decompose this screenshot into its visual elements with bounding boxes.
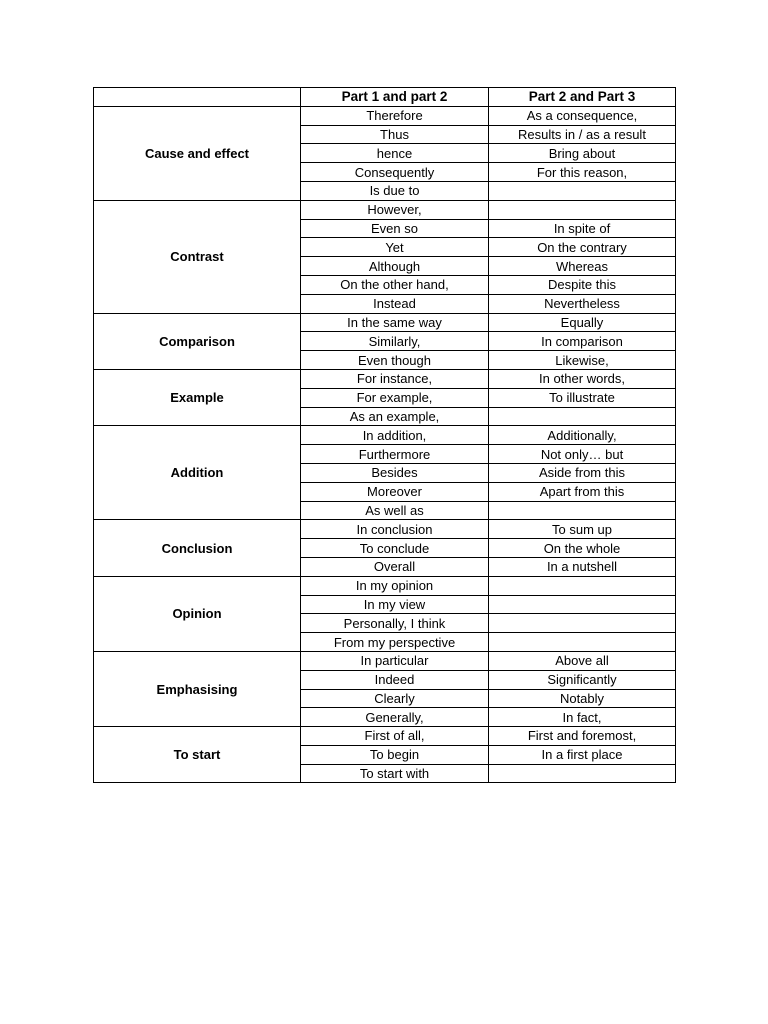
part-2-3-cell: On the whole (489, 539, 676, 558)
part-2-3-cell: For this reason, (489, 163, 676, 182)
part-2-3-cell (489, 181, 676, 200)
part-2-3-cell: In comparison (489, 332, 676, 351)
category-cell: Comparison (94, 313, 301, 369)
part-2-3-cell: In spite of (489, 219, 676, 238)
part-2-3-cell (489, 595, 676, 614)
part-2-3-cell: Aside from this (489, 463, 676, 482)
part-1-2-cell: Personally, I think (301, 614, 489, 633)
part-1-2-cell: Moreover (301, 482, 489, 501)
part-2-3-cell: In other words, (489, 369, 676, 388)
part-1-2-cell: Overall (301, 557, 489, 576)
part-1-2-cell: In conclusion (301, 520, 489, 539)
part-1-2-cell: As an example, (301, 407, 489, 426)
part-2-3-cell (489, 200, 676, 219)
table-header-row (94, 88, 676, 107)
part-2-3-cell (489, 764, 676, 783)
part-2-3-cell: Additionally, (489, 426, 676, 445)
part-2-3-cell: Apart from this (489, 482, 676, 501)
table-row (94, 313, 676, 332)
part-2-3-cell: Above all (489, 651, 676, 670)
category-cell: Example (94, 369, 301, 425)
table-row (94, 576, 676, 595)
part-1-2-cell: Is due to (301, 181, 489, 200)
category-cell: Contrast (94, 200, 301, 313)
part-1-2-cell: Besides (301, 463, 489, 482)
part-1-2-cell: In particular (301, 651, 489, 670)
part-1-2-cell: Generally, (301, 708, 489, 727)
category-cell: Opinion (94, 576, 301, 651)
category-cell: Cause and effect (94, 106, 301, 200)
part-1-2-cell: To conclude (301, 539, 489, 558)
part-1-2-cell: In the same way (301, 313, 489, 332)
part-2-3-cell (489, 614, 676, 633)
part-2-3-cell: To illustrate (489, 388, 676, 407)
header-part-2-3: Part 2 and Part 3 (489, 88, 676, 107)
part-2-3-cell: In a nutshell (489, 557, 676, 576)
part-1-2-cell: For instance, (301, 369, 489, 388)
part-1-2-cell: Thus (301, 125, 489, 144)
part-2-3-cell: In fact, (489, 708, 676, 727)
table-row (94, 200, 676, 219)
part-1-2-cell: Consequently (301, 163, 489, 182)
part-1-2-cell: However, (301, 200, 489, 219)
part-2-3-cell: To sum up (489, 520, 676, 539)
header-part-1-2: Part 1 and part 2 (301, 88, 489, 107)
part-1-2-cell: Indeed (301, 670, 489, 689)
part-2-3-cell (489, 407, 676, 426)
part-1-2-cell: Yet (301, 238, 489, 257)
part-1-2-cell: hence (301, 144, 489, 163)
part-2-3-cell: Results in / as a result (489, 125, 676, 144)
category-cell: Conclusion (94, 520, 301, 576)
part-1-2-cell: Therefore (301, 106, 489, 125)
part-1-2-cell: Although (301, 257, 489, 276)
category-cell: To start (94, 727, 301, 783)
part-2-3-cell: On the contrary (489, 238, 676, 257)
part-1-2-cell: Even so (301, 219, 489, 238)
part-2-3-cell: Notably (489, 689, 676, 708)
table-row (94, 651, 676, 670)
part-1-2-cell: From my perspective (301, 633, 489, 652)
part-1-2-cell: For example, (301, 388, 489, 407)
part-2-3-cell: Nevertheless (489, 294, 676, 313)
table-body (94, 106, 676, 783)
part-2-3-cell: Bring about (489, 144, 676, 163)
table-row (94, 426, 676, 445)
part-1-2-cell: In addition, (301, 426, 489, 445)
part-1-2-cell: Similarly, (301, 332, 489, 351)
part-2-3-cell (489, 576, 676, 595)
category-cell: Emphasising (94, 651, 301, 726)
part-1-2-cell: Instead (301, 294, 489, 313)
part-1-2-cell: Even though (301, 351, 489, 370)
part-1-2-cell: Furthermore (301, 445, 489, 464)
part-1-2-cell: To begin (301, 745, 489, 764)
table-row (94, 520, 676, 539)
part-2-3-cell (489, 501, 676, 520)
part-2-3-cell: Whereas (489, 257, 676, 276)
table-row (94, 727, 676, 746)
table-row (94, 369, 676, 388)
part-2-3-cell: As a consequence, (489, 106, 676, 125)
part-2-3-cell: Despite this (489, 275, 676, 294)
header-category (94, 88, 301, 107)
part-1-2-cell: On the other hand, (301, 275, 489, 294)
part-1-2-cell: As well as (301, 501, 489, 520)
part-2-3-cell: Not only… but (489, 445, 676, 464)
part-1-2-cell: In my view (301, 595, 489, 614)
part-2-3-cell: Significantly (489, 670, 676, 689)
category-cell: Addition (94, 426, 301, 520)
part-1-2-cell: Clearly (301, 689, 489, 708)
part-1-2-cell: To start with (301, 764, 489, 783)
table-row (94, 106, 676, 125)
linking-words-table (93, 87, 676, 783)
part-2-3-cell: Equally (489, 313, 676, 332)
part-2-3-cell: Likewise, (489, 351, 676, 370)
part-2-3-cell: First and foremost, (489, 727, 676, 746)
part-1-2-cell: First of all, (301, 727, 489, 746)
part-1-2-cell: In my opinion (301, 576, 489, 595)
part-2-3-cell: In a first place (489, 745, 676, 764)
part-2-3-cell (489, 633, 676, 652)
